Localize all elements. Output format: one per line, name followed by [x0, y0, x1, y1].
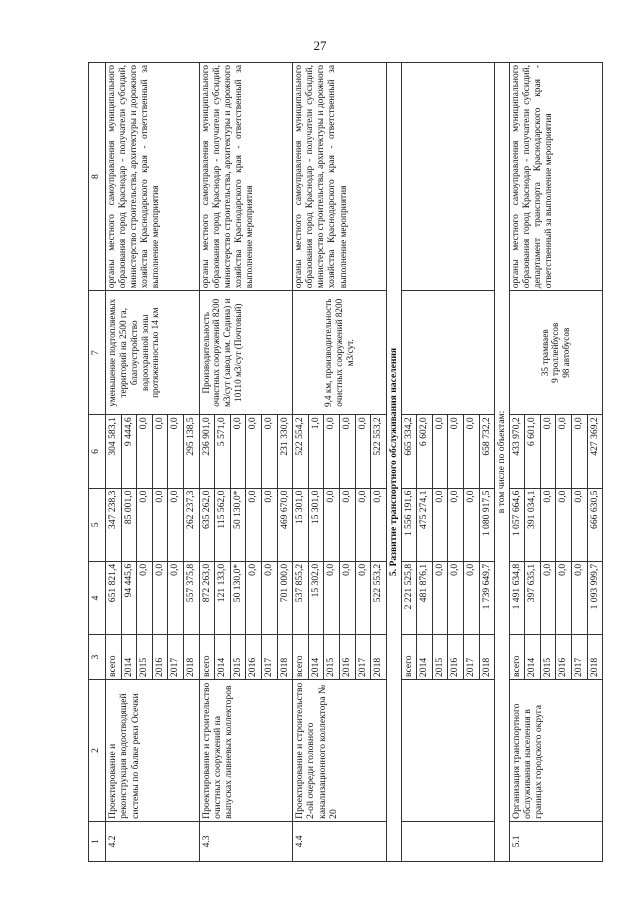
- value-total: 1 491 634,8: [509, 561, 525, 634]
- value-regional: 469 670,0: [277, 488, 293, 561]
- value-local: 658 732,2: [479, 415, 495, 488]
- col-4-header: 4: [89, 561, 106, 634]
- row-index: 4.4: [293, 821, 387, 861]
- value-total: 872 263,0: [199, 561, 215, 634]
- value-regional: 391 034,1: [525, 488, 541, 561]
- year-cell: 2015: [540, 635, 556, 680]
- value-total: 0,0: [261, 561, 277, 634]
- value-regional: 50 130,0*: [230, 488, 246, 561]
- value-regional: 0,0: [540, 488, 556, 561]
- measure-name: Проектирование и строительство очистных сооружений на выпусках ливневых коллекторов: [199, 680, 293, 822]
- col-5-header: 5: [89, 488, 106, 561]
- value-total: 121 133,0: [215, 561, 231, 634]
- value-total: 651 821,4: [106, 561, 122, 634]
- value-regional: 0,0: [355, 488, 371, 561]
- value-total: 2 221 525,8: [401, 561, 417, 634]
- year-cell: 2015: [324, 635, 340, 680]
- year-cell: 2014: [215, 635, 231, 680]
- year-cell: 2014: [308, 635, 324, 680]
- year-cell: 2018: [183, 635, 199, 680]
- year-cell: 2014: [417, 635, 433, 680]
- empty-cell: [401, 680, 495, 822]
- table-row: [509, 63, 525, 862]
- empty-cell: [401, 821, 495, 861]
- value-local: 0,0: [464, 415, 480, 488]
- year-cell: всего: [293, 635, 309, 680]
- program-table: [88, 62, 603, 862]
- value-regional: 0,0: [432, 488, 448, 561]
- value-local: 304 583,1: [106, 415, 122, 488]
- row-index: 4.3: [199, 821, 293, 861]
- value-total: 481 876,1: [417, 561, 433, 634]
- value-regional: 262 237,3: [183, 488, 199, 561]
- value-regional: 0,0: [168, 488, 184, 561]
- page-number: 27: [313, 38, 327, 53]
- value-regional: 666 630,5: [587, 488, 603, 561]
- measure-name: Проектирование и реконструкция водоотводящей системы по балке реки Осечки: [106, 680, 200, 822]
- year-cell: всего: [509, 635, 525, 680]
- value-total: 0,0: [540, 561, 556, 634]
- year-cell: 2015: [137, 635, 153, 680]
- expected-result: уменьшение подтопляемых территорий на 2500 га, благоустройство водоохранной зоны протяженностью 14 км: [106, 291, 200, 415]
- value-regional: 15 301,0: [293, 488, 309, 561]
- value-local: 522 553,2: [371, 415, 387, 488]
- value-local: 0,0: [152, 415, 168, 488]
- value-total: 701 000,0: [277, 561, 293, 634]
- empty-cell: [401, 63, 495, 291]
- value-local: 6 601,0: [525, 415, 541, 488]
- objects-note: в том числе по объектам:: [495, 63, 509, 862]
- year-cell: 2017: [464, 635, 480, 680]
- value-total: 0,0: [137, 561, 153, 634]
- year-cell: 2018: [479, 635, 495, 680]
- year-cell: 2016: [246, 635, 262, 680]
- section-header-row: [386, 63, 401, 862]
- value-total: 0,0: [556, 561, 572, 634]
- year-cell: 2016: [556, 635, 572, 680]
- value-total: 522 553,2: [371, 561, 387, 634]
- year-cell: 2018: [371, 635, 387, 680]
- value-total: 0,0: [152, 561, 168, 634]
- expected-result: 35 трамваев 9 троллейбусов 98 автобусов: [509, 291, 603, 415]
- row-index: 5.1: [509, 821, 603, 861]
- expected-result: 9,4 км, производительность очистных сооружений 8200 м3/сут.: [293, 291, 387, 415]
- value-local: 427 369,2: [587, 415, 603, 488]
- table-row: [293, 63, 309, 862]
- value-total: 0,0: [355, 561, 371, 634]
- subnote-row: [495, 63, 509, 862]
- table-row: [401, 63, 417, 862]
- value-regional: 0,0: [464, 488, 480, 561]
- value-regional: 1 080 917,5: [479, 488, 495, 561]
- value-regional: 347 238,3: [106, 488, 122, 561]
- responsible-org: органы местного самоуправления муниципального образования город Краснодар - получатели субсидий, министерство строительства, архитектуры и дорожного хозяйства Краснодарского края - ответственный за выполнение мероприятия: [199, 63, 293, 291]
- value-total: 0,0: [448, 561, 464, 634]
- year-cell: 2014: [121, 635, 137, 680]
- value-local: 0,0: [230, 415, 246, 488]
- value-total: 0,0: [324, 561, 340, 634]
- responsible-org: органы местного самоуправления муниципального образования город Краснодар - получатели субсидий, департамент транспорта Краснодарского края - ответственный за выполнение мероприятия: [509, 63, 603, 291]
- value-local: 9 444,6: [121, 415, 137, 488]
- value-total: 557 375,8: [183, 561, 199, 634]
- value-total: 0,0: [339, 561, 355, 634]
- year-cell: всего: [401, 635, 417, 680]
- value-regional: 0,0: [448, 488, 464, 561]
- col-6-header: 6: [89, 415, 106, 488]
- col-2-header: 2: [89, 680, 106, 822]
- year-cell: 2016: [152, 635, 168, 680]
- value-total: 0,0: [571, 561, 587, 634]
- year-cell: 2017: [355, 635, 371, 680]
- value-local: 5 571,0: [215, 415, 231, 488]
- value-local: 1,0: [308, 415, 324, 488]
- value-local: 0,0: [540, 415, 556, 488]
- year-cell: 2017: [168, 635, 184, 680]
- row-index: 4.2: [106, 821, 200, 861]
- value-total: 0,0: [464, 561, 480, 634]
- year-cell: 2014: [525, 635, 541, 680]
- value-local: 0,0: [556, 415, 572, 488]
- value-regional: 0,0: [246, 488, 262, 561]
- year-cell: 2018: [277, 635, 293, 680]
- year-cell: всего: [106, 635, 122, 680]
- measure-name: Организация транспортного обслуживания населения в границах городского округа: [509, 680, 603, 822]
- value-total: 397 635,1: [525, 561, 541, 634]
- year-cell: 2017: [261, 635, 277, 680]
- year-cell: 2015: [432, 635, 448, 680]
- value-total: 1 739 649,7: [479, 561, 495, 634]
- value-local: 0,0: [168, 415, 184, 488]
- rotated-table-wrapper: [88, 62, 600, 862]
- value-total: 1 093 999,7: [587, 561, 603, 634]
- value-regional: 0,0: [261, 488, 277, 561]
- column-number-row: [89, 63, 106, 862]
- value-total: 537 855,2: [293, 561, 309, 634]
- value-regional: 1 556 191,6: [401, 488, 417, 561]
- expected-result: Производительность очистных сооружений 8200 м3/сут (завод им. Седина) и 10110 м3/сут (Почтовый): [199, 291, 293, 415]
- value-total: 50 130,0*: [230, 561, 246, 634]
- value-local: 0,0: [137, 415, 153, 488]
- value-local: 0,0: [324, 415, 340, 488]
- value-regional: 15 301,0: [308, 488, 324, 561]
- year-cell: 2017: [571, 635, 587, 680]
- col-1-header: 1: [89, 821, 106, 861]
- value-regional: 0,0: [137, 488, 153, 561]
- value-regional: 0,0: [324, 488, 340, 561]
- measure-name: Проектирование и строительство 2-ой очереди головного канализационного коллектора № 20: [293, 680, 387, 822]
- value-local: 0,0: [448, 415, 464, 488]
- value-total: 0,0: [432, 561, 448, 634]
- value-local: 0,0: [246, 415, 262, 488]
- responsible-org: органы местного самоуправления муниципального образования город Краснодар - получатели субсидий, министерство строительства, архитектуры и дорожного хозяйства Краснодарского края - ответственный за выполнение мероприятия: [293, 63, 387, 291]
- value-local: 0,0: [355, 415, 371, 488]
- empty-cell: [401, 291, 495, 415]
- value-local: 236 901,0: [199, 415, 215, 488]
- value-local: 0,0: [261, 415, 277, 488]
- value-regional: 0,0: [556, 488, 572, 561]
- value-total: 0,0: [246, 561, 262, 634]
- value-total: 15 302,0: [308, 561, 324, 634]
- value-regional: 1 057 664,6: [509, 488, 525, 561]
- value-total: 0,0: [168, 561, 184, 634]
- table-row: [106, 63, 122, 862]
- value-local: 295 138,5: [183, 415, 199, 488]
- year-cell: 2015: [230, 635, 246, 680]
- value-regional: 0,0: [339, 488, 355, 561]
- col-8-header: 8: [89, 63, 106, 291]
- table-row: [199, 63, 215, 862]
- value-local: 6 602,0: [417, 415, 433, 488]
- value-local: 522 554,2: [293, 415, 309, 488]
- value-local: 0,0: [432, 415, 448, 488]
- value-regional: 475 274,1: [417, 488, 433, 561]
- value-local: 433 970,2: [509, 415, 525, 488]
- responsible-org: органы местного самоуправления муниципального образования город Краснодар - получатели субсидий, министерство строительства, архитектуры и дорожного хозяйства Краснодарского края - ответственный за выполнение мероприятия: [106, 63, 200, 291]
- year-cell: 2018: [587, 635, 603, 680]
- col-7-header: 7: [89, 291, 106, 415]
- value-local: 665 334,2: [401, 415, 417, 488]
- section-title: 5. Развитие транспортного обслуживания населения: [386, 63, 401, 862]
- year-cell: 2016: [448, 635, 464, 680]
- value-regional: 0,0: [371, 488, 387, 561]
- col-3-header: 3: [89, 635, 106, 680]
- value-total: 94 445,6: [121, 561, 137, 634]
- value-local: 0,0: [571, 415, 587, 488]
- value-local: 0,0: [339, 415, 355, 488]
- value-regional: 85 001,0: [121, 488, 137, 561]
- year-cell: 2016: [339, 635, 355, 680]
- value-regional: 635 262,0: [199, 488, 215, 561]
- value-regional: 0,0: [152, 488, 168, 561]
- value-local: 231 330,0: [277, 415, 293, 488]
- value-regional: 0,0: [571, 488, 587, 561]
- year-cell: всего: [199, 635, 215, 680]
- value-regional: 115 562,0: [215, 488, 231, 561]
